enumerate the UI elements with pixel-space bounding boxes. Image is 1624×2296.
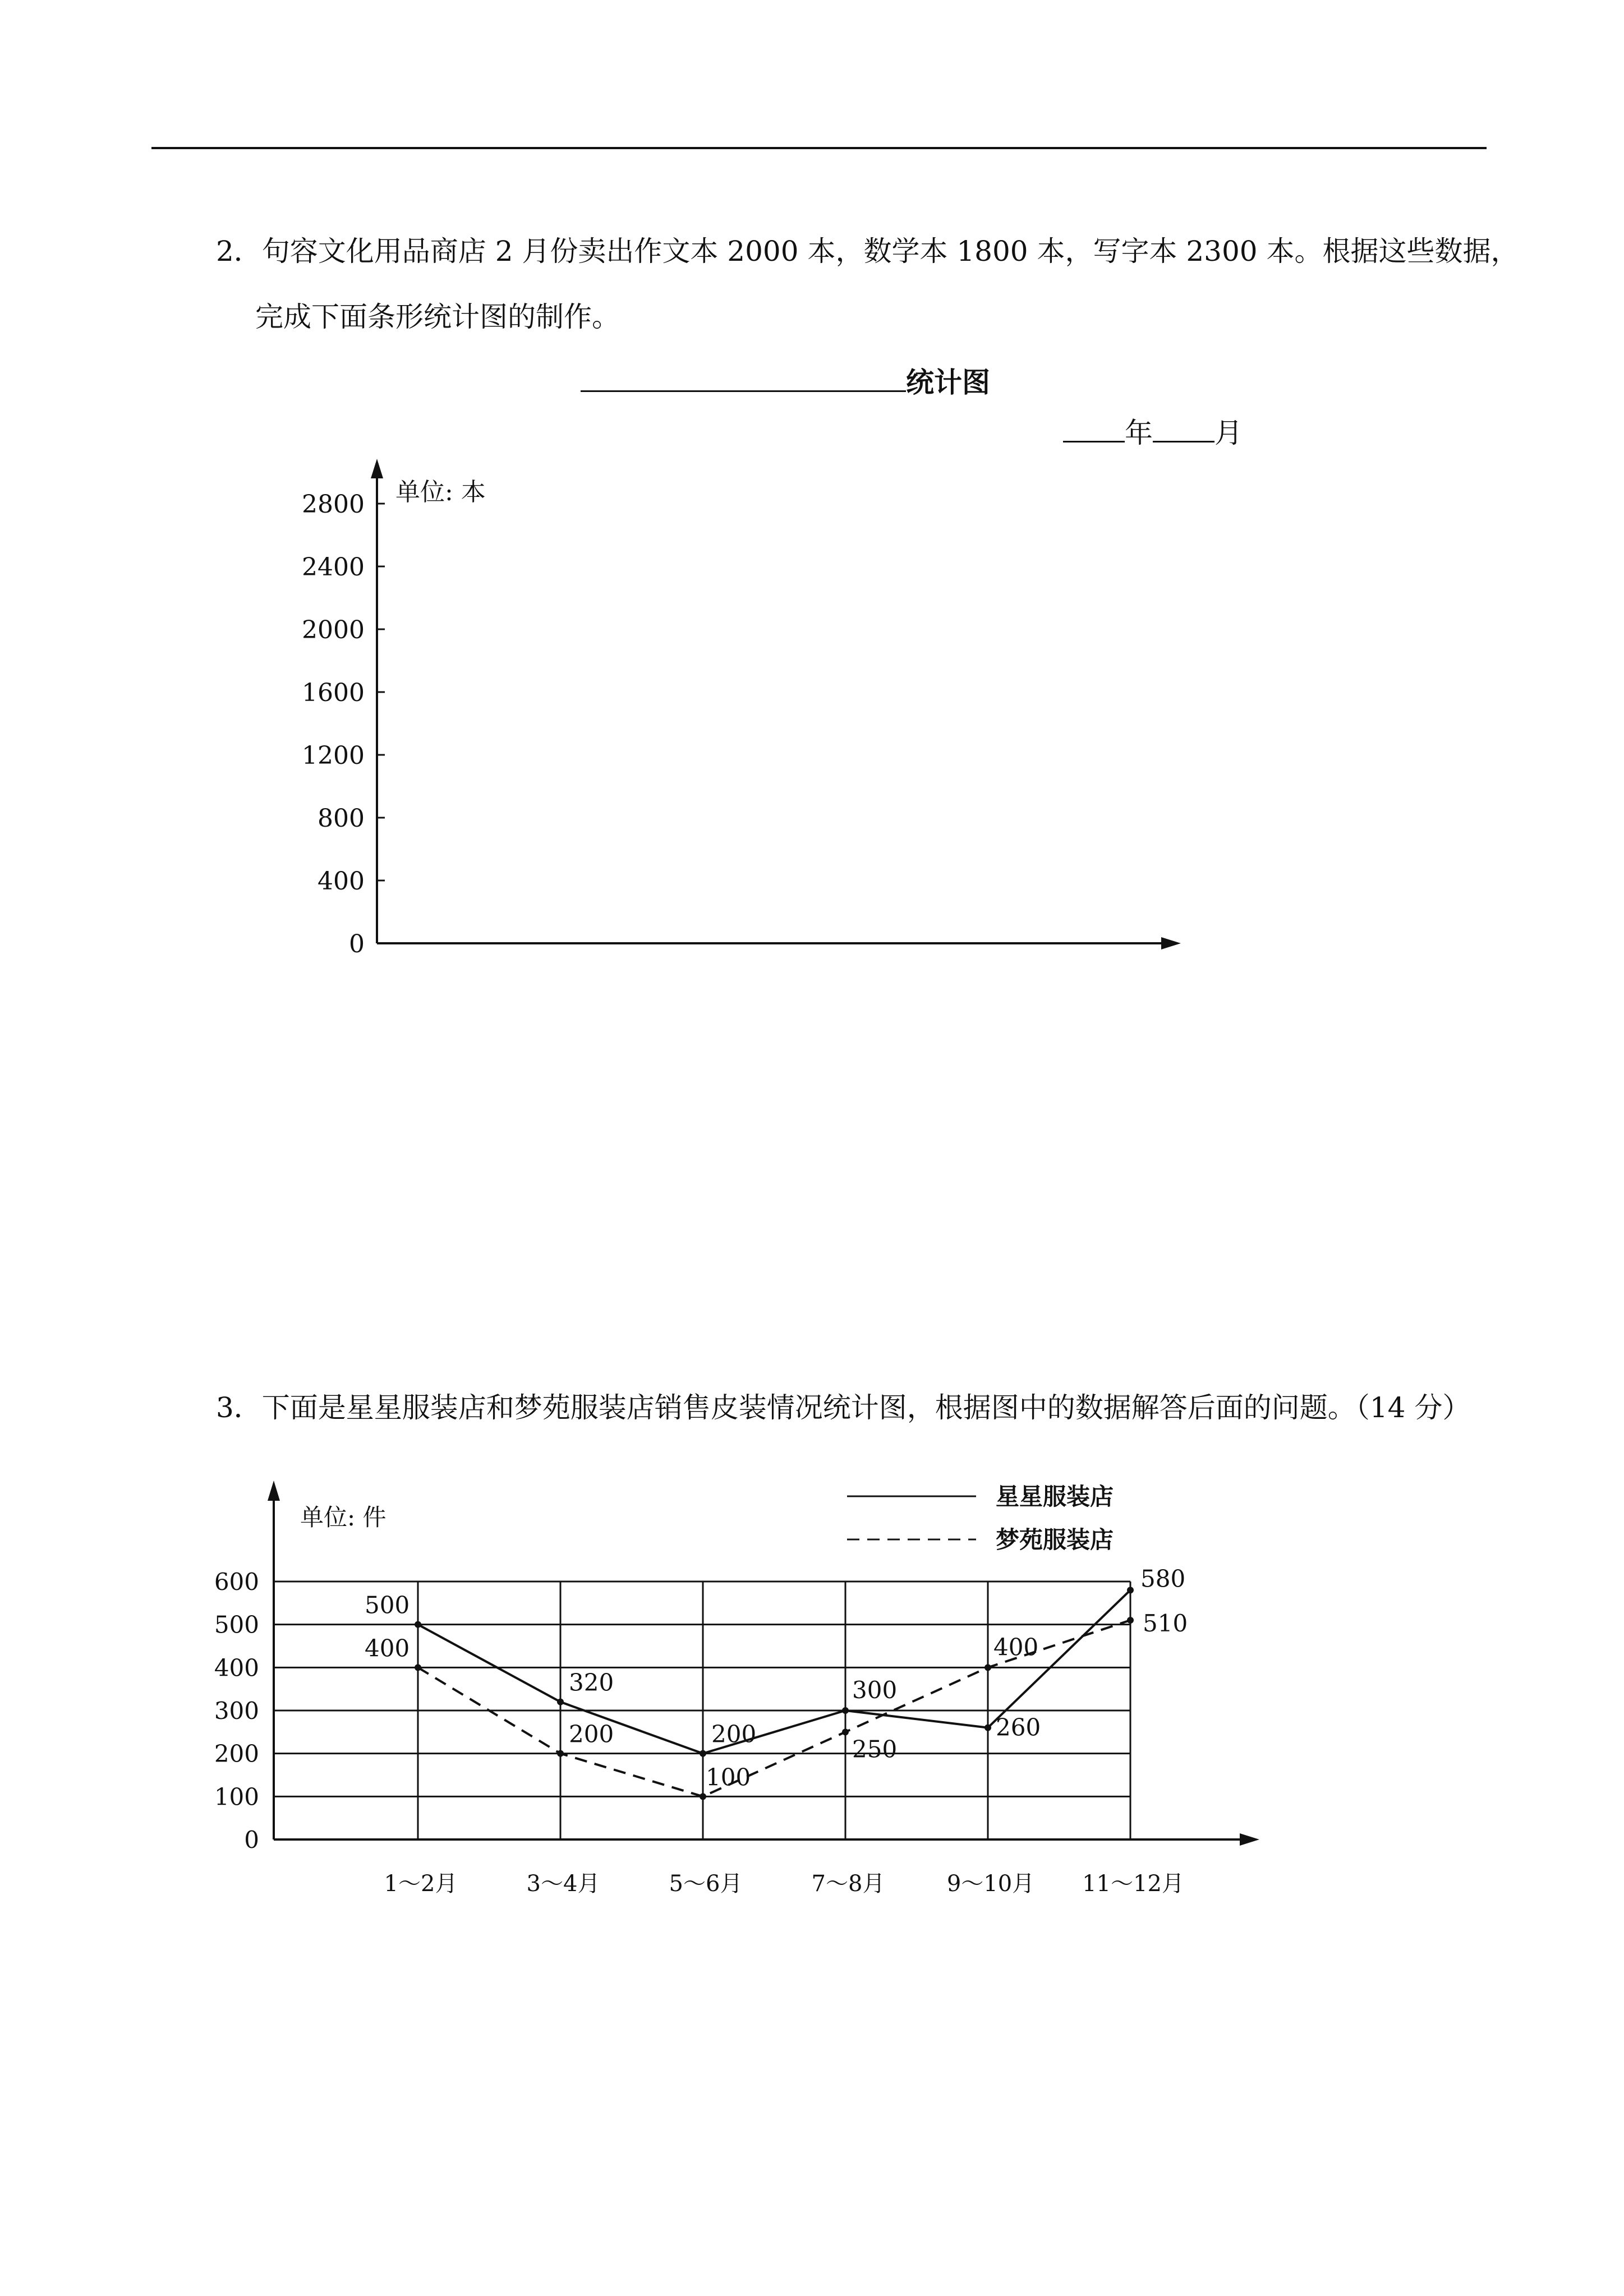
y-tick-label: 800 [318, 804, 365, 833]
y-tick-label: 2000 [302, 616, 365, 644]
x-tick-label: 1～2月 [384, 1871, 458, 1897]
data-point [700, 1750, 706, 1757]
data-label: 260 [996, 1713, 1041, 1741]
data-point [984, 1725, 991, 1731]
data-point [415, 1664, 421, 1671]
y-tick-label: 0 [244, 1826, 259, 1854]
legend-label: 星星服装店 [996, 1483, 1114, 1510]
data-label: 200 [569, 1720, 614, 1748]
q2-text-line1: 2．句容文化用品商店 2 月份卖出作文本 2000 本，数学本 1800 本，写字本 2300 本。根据这些数据， [216, 235, 1519, 268]
data-point [1127, 1587, 1134, 1593]
line-chart-ylabel: 单位: 件 [300, 1504, 387, 1531]
data-label: 580 [1140, 1565, 1186, 1593]
y-tick-label: 2800 [302, 490, 365, 519]
y-tick-label: 500 [214, 1611, 259, 1639]
data-point [842, 1728, 849, 1735]
y-tick-label: 600 [214, 1568, 259, 1596]
data-point [415, 1621, 421, 1628]
data-label: 200 [711, 1720, 757, 1748]
data-point [984, 1664, 991, 1671]
y-tick-label: 1200 [302, 741, 365, 770]
data-label: 250 [852, 1735, 898, 1763]
y-tick-label: 400 [318, 867, 365, 896]
y-tick-label: 400 [214, 1654, 259, 1682]
y-tick-label: 100 [214, 1783, 259, 1811]
data-point [1127, 1617, 1134, 1624]
x-tick-label: 9～10月 [946, 1871, 1035, 1897]
x-tick-label: 11～12月 [1082, 1871, 1184, 1897]
x-axis-arrow [1240, 1833, 1259, 1846]
x-tick-label: 3～4月 [526, 1871, 600, 1897]
y-tick-label: 300 [214, 1697, 259, 1725]
data-point [557, 1750, 564, 1757]
y-axis-arrow [268, 1481, 280, 1501]
y-tick-label: 1600 [302, 679, 365, 707]
chart-title-suffix: 统计图 [906, 366, 990, 399]
data-label: 400 [993, 1633, 1039, 1661]
data-label: 100 [706, 1763, 751, 1791]
data-label: 300 [852, 1676, 898, 1704]
month-label: 月 [1214, 417, 1243, 449]
data-label: 320 [569, 1668, 614, 1696]
year-label: 年 [1125, 417, 1153, 449]
data-label: 400 [365, 1634, 410, 1662]
data-point [842, 1707, 849, 1714]
x-tick-label: 7～8月 [811, 1871, 885, 1897]
y-tick-label: 0 [349, 930, 365, 958]
data-label: 500 [365, 1591, 410, 1619]
y-tick-label: 200 [214, 1740, 259, 1768]
legend-label: 梦苑服装店 [996, 1526, 1114, 1553]
x-tick-label: 5～6月 [669, 1871, 743, 1897]
data-point [700, 1793, 706, 1800]
bar-chart-ylabel: 单位: 本 [395, 478, 486, 506]
q3-text: 3．下面是星星服装店和梦苑服装店销售皮装情况统计图，根据图中的数据解答后面的问题。（14 分） [216, 1391, 1471, 1424]
y-tick-label: 2400 [302, 553, 365, 582]
data-label: 510 [1143, 1610, 1188, 1637]
data-point [557, 1699, 564, 1705]
q2-text-line2: 完成下面条形统计图的制作。 [255, 301, 620, 333]
